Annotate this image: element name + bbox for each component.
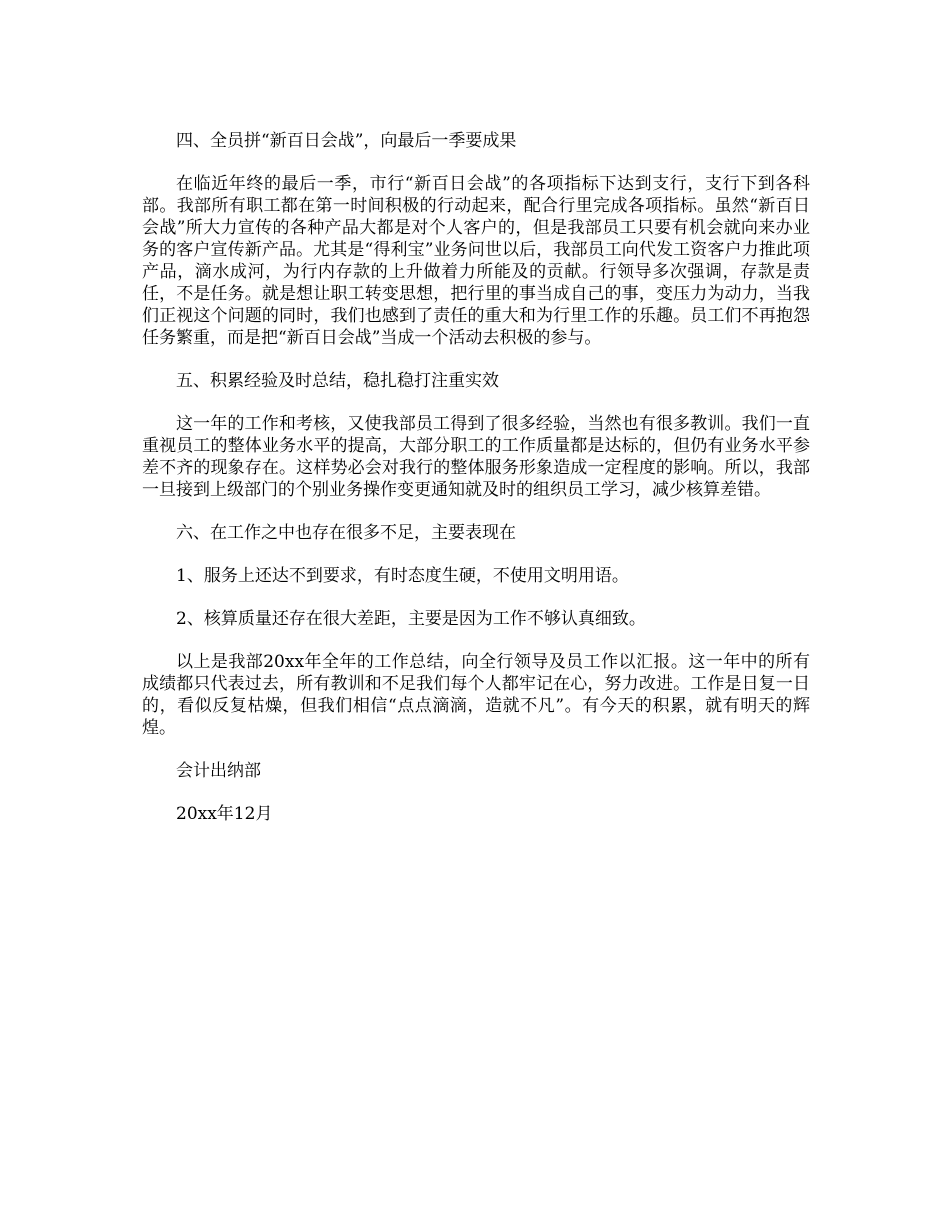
section-heading-6: 六、在工作之中也存在很多不足，主要表现在 [176,523,516,543]
section-heading-4: 四、全员拼“新百日会战”，向最后一季要成果 [176,131,517,151]
signature-date: 20xx年12月 [176,804,273,824]
shortcoming-item-1: 1、服务上还达不到要求，有时态度生硬，不使用文明用语。 [176,566,629,586]
signature-department: 会计出纳部 [176,761,261,781]
section-paragraph-5: 这一年的工作和考核，又使我部员工得到了很多经验，当然也有很多教训。我们一直重视员工的整体业务水平的提高，大部分职工的工作质量都是达标的，但仍有业务水平参差不齐的现象存在。这样势必会对我行的整体服务形象造成一定程度的影响。所以，我部一旦接到上级部门的个别业务操作变更通知就及时的组织员工学习，减少核算差错。 [142,414,810,500]
section-heading-5: 五、积累经验及时总结，稳扎稳打注重实效 [176,371,499,391]
section-paragraph-4: 在临近年终的最后一季，市行“新百日会战”的各项指标下达到支行，支行下到各科部。我部所有职工都在第一时间积极的行动起来，配合行里完成各项指标。虽然“新百日会战”所大力宣传的各种产品大都是对个人客户的，但是我部员工只要有机会就向来办业务的客户宣传新产品。尤其是“得利宝”业务问世以后，我部员工向代发工资客户力推此项产品，滴水成河，为行内存款的上升做着力所能及的贡献。行领导多次强调，存款是责任，不是任务。就是想让职工转变思想，把行里的事当成自己的事，变压力为动力，当我们正视这个问题的同时，我们也感到了责任的重大和为行里工作的乐趣。员工们不再抱怨任务繁重，而是把“新百日会战”当成一个活动去积极的参与。 [142,174,810,348]
closing-paragraph: 以上是我部20xx年全年的工作总结，向全行领导及员工作以汇报。这一年中的所有成绩都只代表过去，所有教训和不足我们每个人都牢记在心，努力改进。工作是日复一日的，看似反复枯燥，但我们相信“点点滴滴，造就不凡”。有今天的积累，就有明天的辉煌。 [142,652,810,738]
document-body [142,130,810,846]
shortcoming-item-2: 2、核算质量还存在很大差距，主要是因为工作不够认真细致。 [176,609,646,629]
